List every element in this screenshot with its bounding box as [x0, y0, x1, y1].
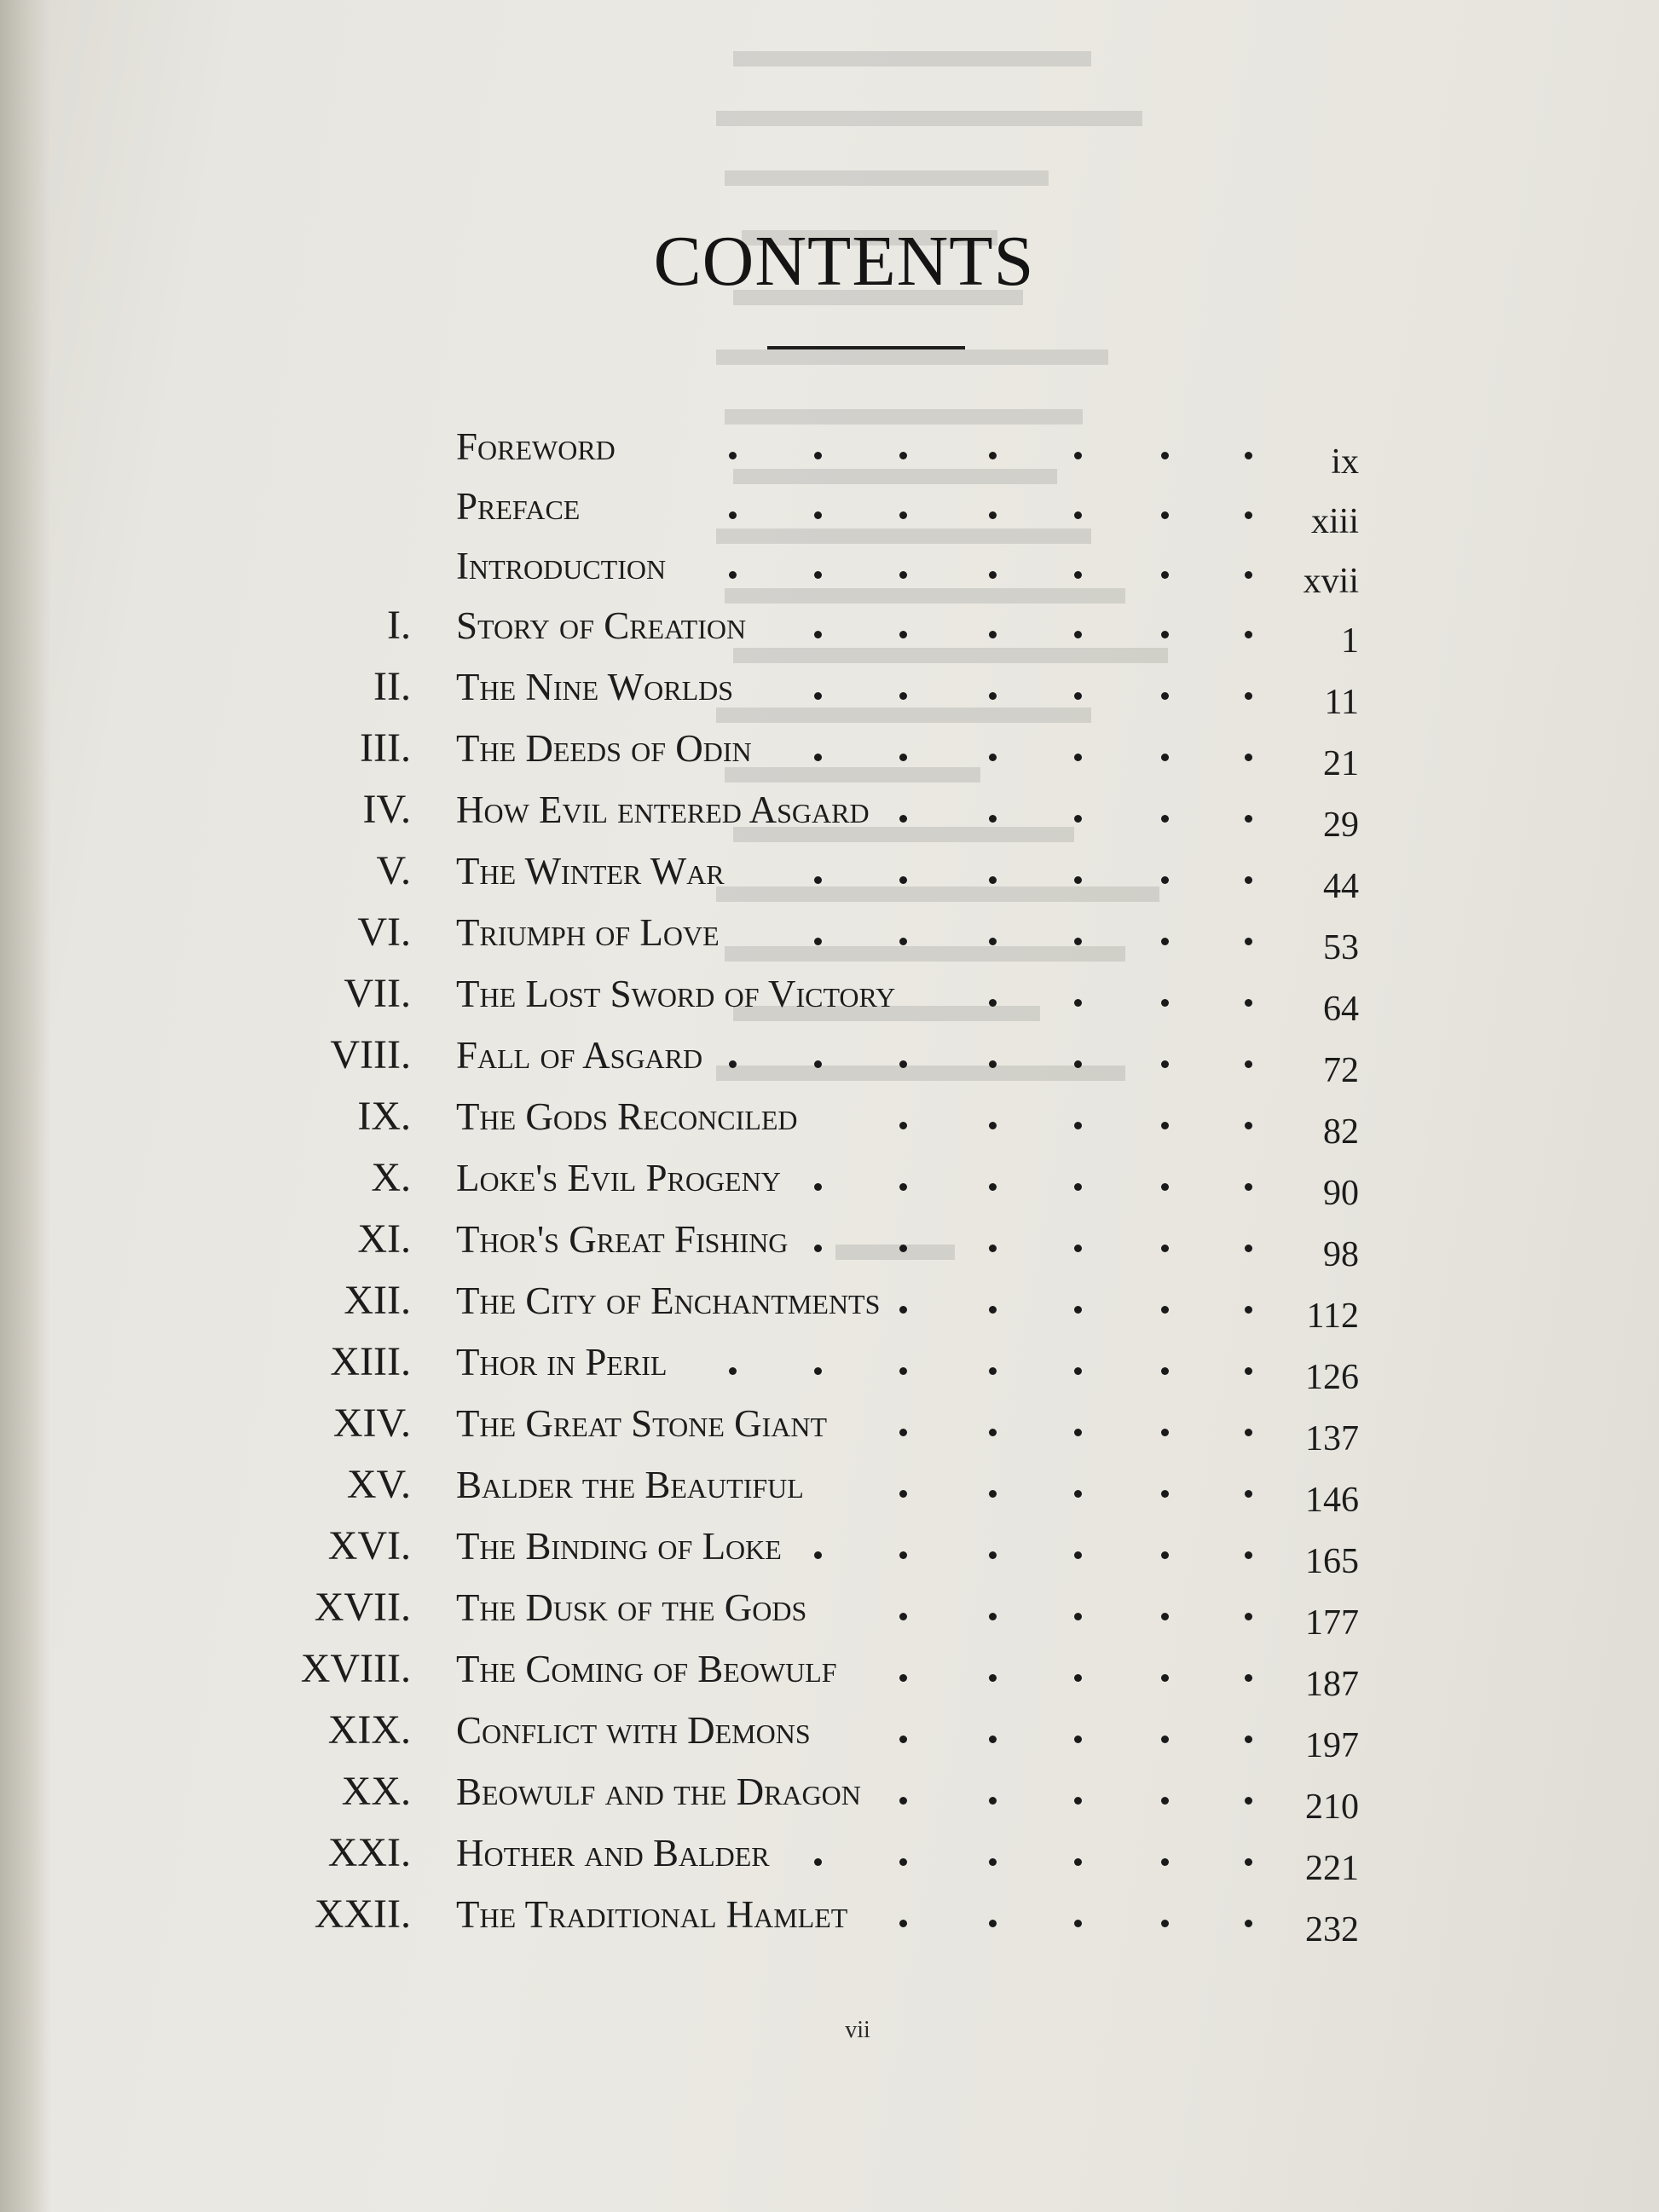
chapter-title: The Nine Worlds — [456, 666, 734, 708]
leader-dot — [989, 1183, 997, 1191]
leader-dot — [1161, 1490, 1169, 1498]
leader-dot — [989, 1060, 997, 1068]
leader-dots — [0, 718, 1659, 779]
chapter-number: II. — [373, 664, 411, 709]
leader-dot — [899, 1613, 907, 1620]
leader-dot — [989, 1858, 997, 1866]
leader-dot — [1161, 1245, 1169, 1252]
page-number: 53 — [1323, 928, 1359, 967]
leader-dot — [814, 1183, 822, 1191]
leader-dot — [729, 511, 737, 519]
chapter-title: Conflict with Demons — [456, 1709, 811, 1752]
toc-row[interactable] — [0, 1884, 1659, 1949]
leader-dot — [1161, 876, 1169, 884]
leader-dot — [814, 938, 822, 945]
toc-row[interactable] — [0, 535, 1659, 601]
leader-dot — [1245, 631, 1252, 638]
page-number: 126 — [1305, 1358, 1359, 1397]
leader-dot — [1161, 1551, 1169, 1559]
leader-dot — [1074, 1060, 1082, 1068]
leader-dot — [1161, 571, 1169, 579]
leader-dot — [1074, 1490, 1082, 1498]
leader-dot — [1161, 1429, 1169, 1436]
chapter-number: XVI. — [327, 1523, 411, 1568]
toc-row[interactable] — [0, 1393, 1659, 1458]
leader-dot — [1245, 1551, 1252, 1559]
page-number: 165 — [1305, 1542, 1359, 1581]
leader-dot — [1074, 1551, 1082, 1559]
leader-dot — [989, 815, 997, 823]
toc-row[interactable] — [0, 779, 1659, 845]
leader-dot — [814, 1858, 822, 1866]
page-number: xiii — [1310, 502, 1359, 541]
leader-dot — [1161, 1122, 1169, 1129]
leader-dot — [1161, 1736, 1169, 1743]
leader-dot — [814, 631, 822, 638]
leader-dot — [1074, 1858, 1082, 1866]
page-number: 44 — [1323, 867, 1359, 906]
leader-dot — [989, 1306, 997, 1314]
leader-dot — [1074, 511, 1082, 519]
toc-row[interactable] — [0, 718, 1659, 783]
toc-row[interactable] — [0, 902, 1659, 967]
leader-dot — [1245, 1920, 1252, 1927]
leader-dots — [0, 1270, 1659, 1331]
chapter-number: XVIII. — [300, 1646, 411, 1691]
leader-dot — [899, 1736, 907, 1743]
leader-dot — [1074, 1429, 1082, 1436]
leader-dot — [989, 1920, 997, 1927]
leader-dot — [1161, 1674, 1169, 1682]
toc-row[interactable] — [0, 1270, 1659, 1336]
leader-dot — [1074, 1613, 1082, 1620]
leader-dot — [1245, 1858, 1252, 1866]
leader-dot — [814, 571, 822, 579]
toc-row[interactable] — [0, 656, 1659, 722]
leader-dot — [1074, 692, 1082, 700]
toc-row[interactable] — [0, 1209, 1659, 1274]
leader-dot — [1245, 511, 1252, 519]
leader-dots — [0, 476, 1659, 537]
leader-dot — [1161, 999, 1169, 1007]
leader-dot — [989, 1674, 997, 1682]
toc-row[interactable] — [0, 476, 1659, 541]
chapter-title: The Dusk of the Gods — [456, 1586, 807, 1629]
leader-dot — [814, 1060, 822, 1068]
page-title: CONTENTS — [653, 222, 1035, 301]
chapter-title: Beowulf and the Dragon — [456, 1770, 861, 1813]
leader-dots — [0, 963, 1659, 1025]
leader-dot — [899, 1797, 907, 1805]
toc-row[interactable] — [0, 1761, 1659, 1827]
leader-dots — [0, 1454, 1659, 1516]
page-number: 137 — [1305, 1419, 1359, 1458]
chapter-number: XVII. — [314, 1585, 411, 1630]
chapter-title: Balder the Beautiful — [456, 1464, 804, 1506]
leader-dot — [1245, 1122, 1252, 1129]
leader-dot — [1161, 1920, 1169, 1927]
leader-dots — [0, 656, 1659, 718]
leader-dot — [1245, 1429, 1252, 1436]
leader-dot — [899, 1551, 907, 1559]
page-number: 21 — [1323, 744, 1359, 783]
leader-dot — [1245, 1306, 1252, 1314]
leader-dot — [989, 938, 997, 945]
leader-dot — [1245, 1183, 1252, 1191]
leader-dot — [989, 1245, 997, 1252]
toc-row[interactable] — [0, 416, 1659, 482]
leader-dots — [0, 779, 1659, 840]
toc-row[interactable] — [0, 1331, 1659, 1397]
leader-dot — [1074, 1367, 1082, 1375]
leader-dot — [729, 1060, 737, 1068]
leader-dot — [899, 1183, 907, 1191]
leader-dot — [989, 1490, 997, 1498]
page-number: 98 — [1323, 1235, 1359, 1274]
leader-dot — [989, 631, 997, 638]
toc-row[interactable] — [0, 1700, 1659, 1765]
leader-dot — [1161, 452, 1169, 459]
leader-dots — [0, 416, 1659, 477]
chapter-number: XIX. — [327, 1707, 411, 1753]
chapter-number: XII. — [344, 1278, 411, 1323]
page-number: 11 — [1324, 683, 1359, 722]
leader-dot — [729, 571, 737, 579]
page-number: 64 — [1323, 990, 1359, 1029]
toc-row[interactable] — [0, 595, 1659, 661]
chapter-title: Thor's Great Fishing — [456, 1218, 789, 1261]
chapter-title: Foreword — [456, 425, 616, 468]
chapter-number: VI. — [357, 910, 411, 955]
leader-dot — [899, 815, 907, 823]
page-number: 221 — [1305, 1849, 1359, 1888]
toc-row[interactable] — [0, 1086, 1659, 1152]
leader-dot — [814, 1551, 822, 1559]
chapter-number: XIV. — [332, 1401, 411, 1446]
chapter-title: The Lost Sword of Victory — [456, 973, 896, 1015]
chapter-number: VII. — [344, 971, 411, 1016]
page-number: 232 — [1305, 1910, 1359, 1949]
page-number: 197 — [1305, 1726, 1359, 1765]
chapter-number: XV. — [346, 1462, 411, 1507]
chapter-title: Fall of Asgard — [456, 1034, 703, 1077]
page-number: 177 — [1305, 1603, 1359, 1643]
leader-dots — [0, 1822, 1659, 1884]
leader-dots — [0, 1086, 1659, 1147]
page-number: 210 — [1305, 1788, 1359, 1827]
leader-dot — [989, 876, 997, 884]
leader-dot — [1074, 1245, 1082, 1252]
leader-dot — [1161, 692, 1169, 700]
leader-dot — [1245, 876, 1252, 884]
chapter-number: XI. — [357, 1216, 411, 1262]
page-number: 146 — [1305, 1481, 1359, 1520]
leader-dot — [899, 511, 907, 519]
leader-dot — [1245, 815, 1252, 823]
leader-dot — [729, 452, 737, 459]
leader-dot — [989, 571, 997, 579]
chapter-title: The Gods Reconciled — [456, 1095, 798, 1138]
leader-dot — [989, 754, 997, 761]
leader-dot — [1074, 1920, 1082, 1927]
leader-dot — [1245, 938, 1252, 945]
page-number: 29 — [1323, 806, 1359, 845]
leader-dot — [899, 1674, 907, 1682]
leader-dot — [899, 754, 907, 761]
leader-dot — [814, 876, 822, 884]
toc-row[interactable] — [0, 1577, 1659, 1643]
page-number: 82 — [1323, 1112, 1359, 1152]
leader-dots — [0, 1025, 1659, 1086]
page-number: xvii — [1303, 562, 1359, 601]
leader-dot — [1074, 1736, 1082, 1743]
leader-dot — [1161, 815, 1169, 823]
leader-dot — [814, 511, 822, 519]
leader-dots — [0, 1577, 1659, 1638]
chapter-number: XX. — [341, 1769, 411, 1814]
leader-dot — [989, 1551, 997, 1559]
leader-dot — [899, 1245, 907, 1252]
chapter-title: Loke's Evil Progeny — [456, 1157, 781, 1199]
leader-dot — [989, 1429, 997, 1436]
toc-row[interactable] — [0, 1822, 1659, 1888]
chapter-title: Story of Creation — [456, 604, 747, 647]
leader-dot — [1161, 511, 1169, 519]
chapter-title: How Evil entered Asgard — [456, 788, 870, 831]
title-rule — [767, 346, 965, 349]
page-number: 112 — [1306, 1297, 1359, 1336]
toc-row[interactable] — [0, 1516, 1659, 1581]
leader-dot — [899, 1920, 907, 1927]
leader-dot — [1161, 1183, 1169, 1191]
leader-dots — [0, 1209, 1659, 1270]
chapter-number: IV. — [362, 787, 411, 832]
page-number: ix — [1331, 442, 1359, 482]
leader-dot — [1245, 692, 1252, 700]
leader-dot — [1161, 1797, 1169, 1805]
leader-dot — [1161, 1613, 1169, 1620]
leader-dot — [1245, 754, 1252, 761]
chapter-number: XXII. — [314, 1891, 411, 1937]
leader-dot — [814, 1245, 822, 1252]
leader-dot — [1161, 938, 1169, 945]
leader-dot — [1161, 754, 1169, 761]
toc-row[interactable] — [0, 1638, 1659, 1704]
leader-dot — [989, 1736, 997, 1743]
leader-dot — [1074, 452, 1082, 459]
leader-dot — [989, 452, 997, 459]
leader-dot — [1074, 876, 1082, 884]
leader-dot — [1074, 1122, 1082, 1129]
chapter-number: VIII. — [330, 1032, 411, 1077]
leader-dots — [0, 1516, 1659, 1577]
leader-dot — [899, 631, 907, 638]
chapter-number: I. — [387, 603, 411, 648]
chapter-number: III. — [360, 725, 411, 771]
toc-row[interactable] — [0, 1025, 1659, 1090]
chapter-title: Preface — [456, 485, 581, 528]
leader-dot — [1161, 1060, 1169, 1068]
leader-dot — [1245, 1060, 1252, 1068]
leader-dot — [814, 452, 822, 459]
leader-dot — [1245, 1736, 1252, 1743]
leader-dot — [1074, 815, 1082, 823]
chapter-title: Triumph of Love — [456, 911, 720, 954]
leader-dot — [1245, 1367, 1252, 1375]
page-number: 90 — [1323, 1174, 1359, 1213]
chapter-number: V. — [376, 848, 411, 893]
chapter-number: X. — [371, 1155, 411, 1200]
leader-dots — [0, 1393, 1659, 1454]
leader-dot — [1074, 1674, 1082, 1682]
leader-dot — [989, 1122, 997, 1129]
page-number: 1 — [1341, 621, 1359, 661]
leader-dot — [1161, 1367, 1169, 1375]
leader-dot — [989, 999, 997, 1007]
chapter-title: Hother and Balder — [456, 1832, 770, 1874]
leader-dot — [899, 1858, 907, 1866]
toc-row[interactable] — [0, 963, 1659, 1029]
chapter-title: Thor in Peril — [456, 1341, 668, 1383]
leader-dot — [989, 1367, 997, 1375]
leader-dot — [1245, 999, 1252, 1007]
toc-row[interactable] — [0, 840, 1659, 906]
leader-dots — [0, 1884, 1659, 1945]
leader-dot — [899, 452, 907, 459]
leader-dot — [1074, 1797, 1082, 1805]
leader-dot — [899, 1060, 907, 1068]
leader-dot — [1074, 1306, 1082, 1314]
leader-dot — [1074, 754, 1082, 761]
leader-dots — [0, 535, 1659, 597]
leader-dot — [1161, 1858, 1169, 1866]
page-number: 187 — [1305, 1665, 1359, 1704]
leader-dots — [0, 1700, 1659, 1761]
chapter-title: The Coming of Beowulf — [456, 1648, 837, 1690]
chapter-title: The Winter War — [456, 850, 725, 892]
leader-dot — [1074, 1183, 1082, 1191]
chapter-number: XXI. — [327, 1830, 411, 1875]
toc-row[interactable] — [0, 1147, 1659, 1213]
chapter-title: The City of Enchantments — [456, 1279, 881, 1322]
leader-dot — [989, 692, 997, 700]
leader-dot — [1245, 452, 1252, 459]
leader-dots — [0, 1761, 1659, 1822]
leader-dot — [1074, 631, 1082, 638]
leader-dot — [899, 1367, 907, 1375]
leader-dot — [899, 1122, 907, 1129]
leader-dot — [729, 1367, 737, 1375]
leader-dot — [1245, 1797, 1252, 1805]
leader-dots — [0, 595, 1659, 656]
leader-dot — [1074, 999, 1082, 1007]
chapter-title: The Great Stone Giant — [456, 1402, 828, 1445]
leader-dot — [899, 692, 907, 700]
chapter-title: Introduction — [456, 545, 667, 587]
chapter-title: The Binding of Loke — [456, 1525, 782, 1568]
leader-dot — [1245, 1613, 1252, 1620]
leader-dot — [1245, 1674, 1252, 1682]
leader-dot — [899, 938, 907, 945]
leader-dot — [899, 1490, 907, 1498]
leader-dot — [1161, 1306, 1169, 1314]
leader-dot — [814, 1367, 822, 1375]
leader-dot — [899, 1429, 907, 1436]
leader-dot — [989, 1797, 997, 1805]
leader-dots — [0, 902, 1659, 963]
chapter-number: XIII. — [330, 1339, 411, 1384]
leader-dot — [814, 754, 822, 761]
leader-dots — [0, 840, 1659, 902]
leader-dot — [1245, 1245, 1252, 1252]
toc-row[interactable] — [0, 1454, 1659, 1520]
page-number: 72 — [1323, 1051, 1359, 1090]
chapter-number: IX. — [357, 1094, 411, 1139]
leader-dots — [0, 1331, 1659, 1393]
chapter-title: The Deeds of Odin — [456, 727, 752, 770]
leader-dot — [1074, 571, 1082, 579]
page-folio: vii — [845, 2017, 870, 2043]
leader-dot — [814, 692, 822, 700]
leader-dots — [0, 1147, 1659, 1209]
leader-dots — [0, 1638, 1659, 1700]
leader-dot — [1245, 1490, 1252, 1498]
leader-dot — [899, 876, 907, 884]
leader-dot — [989, 511, 997, 519]
leader-dot — [899, 571, 907, 579]
chapter-title: The Traditional Hamlet — [456, 1893, 848, 1936]
leader-dot — [1161, 631, 1169, 638]
leader-dot — [1245, 571, 1252, 579]
leader-dot — [899, 1306, 907, 1314]
leader-dot — [989, 1613, 997, 1620]
leader-dot — [1074, 938, 1082, 945]
